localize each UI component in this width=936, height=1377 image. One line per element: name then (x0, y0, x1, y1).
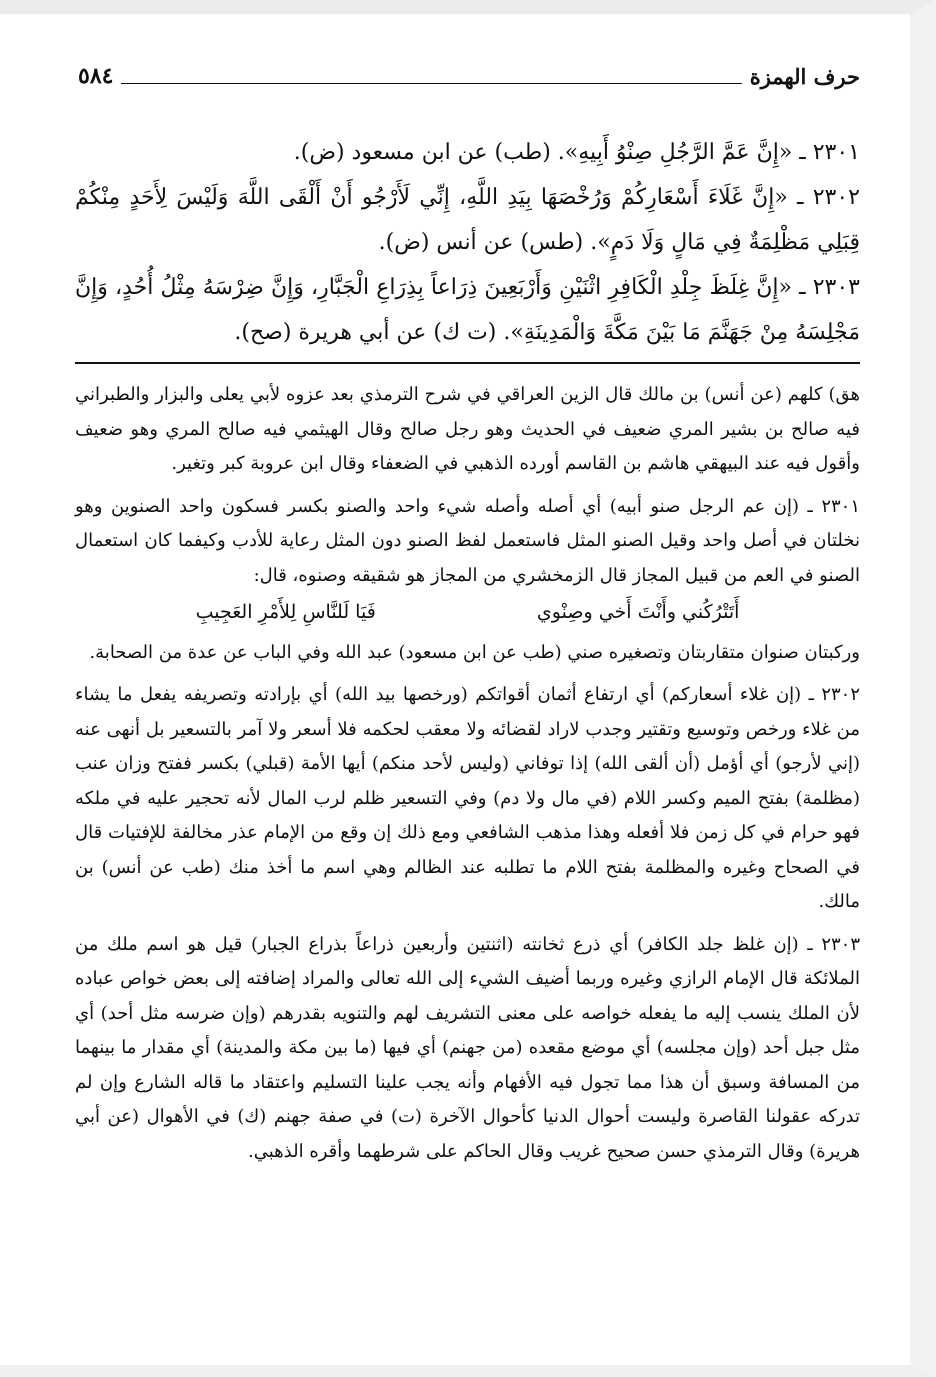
page-number: ٥٨٤ (78, 63, 114, 89)
hadith-2303: ٢٣٠٣ ـ «إِنَّ غِلَظَ جِلْدِ الْكَافِرِ اثْنَيْنِ وَأَرْبَعِينَ ذِرَاعاً بِذِرَاعِ الْجَبَّارِ، وَإِنَّ ضِرْسَهُ مِثْلُ أُحُدٍ، وَإِنَّ مَجْلِسَهُ مِنْ جَهَنَّمَ مَا بَيْنَ مَكَّةَ وَالْمَدِينَةِ». (ت ك) عن أبي هريرة (صح). (75, 275, 860, 345)
verse-second-hemistich: فَيَا لَلنَّاسِ لِلأَمْرِ العَجِيبِ (195, 601, 376, 623)
hadith-2301: ٢٣٠١ ـ «إِنَّ عَمَّ الرَّجُلِ صِنْوُ أَبِيهِ». (طب) عن ابن مسعود (ض). (293, 140, 860, 165)
hadith-2302: ٢٣٠٢ ـ «إِنَّ غَلَاءَ أَسْعَارِكُمْ وَرُخْصَهَا بِيَدِ اللَّهِ، إِنِّي لَأَرْجُو أَنْ أَلْقَى اللَّهَ وَلَيْسَ لِأَحَدٍ مِنْكُمْ قِبَلِي مَظْلِمَةٌ فِي مَالٍ وَلَا دَمٍ». (طس) عن أنس (ض). (75, 185, 860, 255)
commentary-2301-cont: وركبتان صنوان متقاربتان وتصغيره صني (طب عن ابن مسعود) عبد الله وفي الباب عن عدة من الصحابة. (89, 641, 860, 663)
footnote-separator (75, 362, 860, 364)
poetry-verse (115, 595, 820, 630)
chapter-title: حرف الهمزة (749, 63, 860, 89)
header-rule (121, 83, 741, 84)
hadith-text (75, 130, 860, 355)
commentary-2303: ٢٣٠٣ ـ (إن غلظ جلد الكافر) أي ذرع ثخانته (اثنتين وأربعين ذراعاً بذراع الجبار) قيل هو اسم ملك من الملائكة قال الإمام الرازي وغيره وربما أضيف الشيء إلى الله تعالى والمراد إضافته إلى بعض خواص عباده لأن الملك ينسب إليه ما يفعله خواصه على معنى التشريف لهم والتنويه بقدرهم (وإن ضرسه مثل أحد) أي مثل جبل أحد (وإن مجلسه) أي موضع مقعده (من جهنم) أي فيها (ما بين مكة والمدينة) أي مقدار ما بينهما من المسافة وسبق أن هذا مما تجول فيه الأفهام وأنه يجب علينا التسليم واعتقاد ما قاله الشارع وإن لم تدركه عقولنا القاصرة وليست أحوال الدنيا كأحوال الآخرة (ت) في صفة جهنم (ك) في الأهوال (عن أبي هريرة) وقال الترمذي حسن صحيح غريب وقال الحاكم على شرطهما وأقره الذهبي. (75, 933, 860, 1162)
verse-first-hemistich: أَتَتْرُكُني وأَنْتَ أَخي وصِنْوي (536, 601, 740, 623)
commentary-continuation: هق) كلهم (عن أنس) بن مالك قال الزين العراقي في شرح الترمذي بعد عزوه لأبي يعلى والبزار والطبراني فيه صالح بن بشير المري ضعيف في الحديث وهو رجل صالح وقال الهيثمي فيه صالح المري وهو ضعيف وأقول فيه عند البيهقي هاشم بن القاسم أورده الذهبي في الضعفاء وقال ابن عروبة كبر وتغير. (75, 384, 860, 474)
commentary (75, 378, 860, 1177)
commentary-2301: ٢٣٠١ ـ (إن عم الرجل صنو أبيه) أي أصله وأصله شيء واحد والصنو بكسر فسكون واحد الصنوين وهو نخلتان في أصل واحد وقيل الصنو المثل فاستعمل لفظ الصنو دون المثل رعاية للأدب وكيفما كان استعمال الصنو في العم من قبيل المجاز قال الزمخشري من المجاز هو شقيقه وصنوه، قال: (75, 495, 860, 586)
commentary-2302: ٢٣٠٢ ـ (إن غلاء أسعاركم) أي ارتفاع أثمان أقواتكم (ورخصها بيد الله) أي بإرادته وتصريفه يفعل ما يشاء من غلاء ورخص وتوسيع وتقتير وجدب لاراد لقضائه ولا معقب لحكمه فلا أسعر ولا آمر بالتسعير بل أنهى عنه (إني لأرجو) أي أؤمل (أن ألقى الله) إذا توفاني (وليس لأحد منكم) أيها الأمة (قبلي) بكسر ففتح وزان عنب (مظلمة) بفتح الميم وكسر اللام (في مال ولا دم) وفي التسعير ظلم لرب المال لأنه تحجير عليه في ملكه فهو حرام في كل زمن فلا أفعله وهذا مذهب الشافعي ومع ذلك إن وقع من الإمام عذر مخالفة للإفتيات قال في الصحاح وغيره والمظلمة بفتح اللام ما تطلبه عند الظالم وهي اسم ما أخذ منك (طب عن أنس) بن مالك. (75, 684, 860, 912)
running-header (78, 58, 860, 94)
